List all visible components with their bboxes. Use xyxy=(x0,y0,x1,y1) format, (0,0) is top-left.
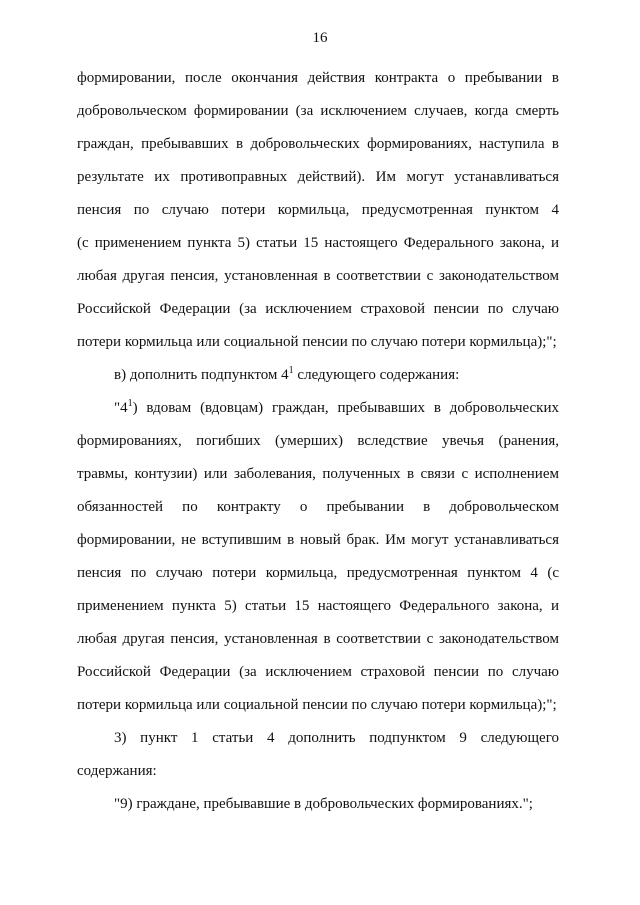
text-line: 3) пункт 1 статьи 4 дополнить подпунктом 9 следующего xyxy=(114,730,559,746)
text-line: потери кормильца или социальной пенсии по случаю потери кормильца);"; xyxy=(77,334,557,350)
text-line: добровольческом формировании (за исключением случаев, когда смерть xyxy=(77,103,559,119)
text-line: формированиях, погибших (умерших) вследствие увечья (ранения, xyxy=(77,433,559,449)
text-line: граждан, пребывавших в добровольческих формированиях, наступила в xyxy=(77,136,559,152)
text-line: применением пункта 5) статьи 15 настоящего Федерального закона, и xyxy=(77,598,559,614)
page-number: 16 xyxy=(312,30,328,46)
text-line: "9) граждане, пребывавшие в добровольческих формированиях."; xyxy=(114,796,533,812)
text-segment: ) вдовам (вдовцам) граждан, пребывавших в добровольческих xyxy=(132,400,559,416)
text-line: любая другая пенсия, установленная в соответствии с законодательством xyxy=(77,631,559,647)
document-body xyxy=(77,62,559,821)
text-segment: следующего содержания: xyxy=(293,367,460,383)
text-line xyxy=(77,392,559,425)
text-line: травмы, контузии) или заболевания, полученных в связи с исполнением xyxy=(77,466,559,482)
text-line: формировании, не вступившим в новый брак. Им могут устанавливаться xyxy=(77,532,559,548)
text-segment: "4 xyxy=(114,400,128,416)
text-line: обязанностей по контракту о пребывании в добровольческом xyxy=(77,499,559,515)
superscript-index: 1 xyxy=(288,365,294,376)
text-line: Российской Федерации (за исключением страховой пенсии по случаю xyxy=(77,301,559,317)
text-line: потери кормильца или социальной пенсии по случаю потери кормильца);"; xyxy=(77,697,557,713)
text-segment: в) дополнить подпунктом 4 xyxy=(114,367,289,383)
text-line: любая другая пенсия, установленная в соответствии с законодательством xyxy=(77,268,559,284)
text-line xyxy=(77,359,559,392)
superscript-index: 1 xyxy=(127,398,133,409)
text-line: (с применением пункта 5) статьи 15 настоящего Федерального закона, и xyxy=(77,235,559,251)
text-line: пенсия по случаю потери кормильца, предусмотренная пунктом 4 xyxy=(77,202,559,218)
text-line: содержания: xyxy=(77,763,157,779)
text-line: формировании, после окончания действия контракта о пребывании в xyxy=(77,70,559,86)
text-line: пенсия по случаю потери кормильца, предусмотренная пунктом 4 (с xyxy=(77,565,559,581)
text-line: Российской Федерации (за исключением страховой пенсии по случаю xyxy=(77,664,559,680)
text-line: результате их противоправных действий). Им могут устанавливаться xyxy=(77,169,559,185)
